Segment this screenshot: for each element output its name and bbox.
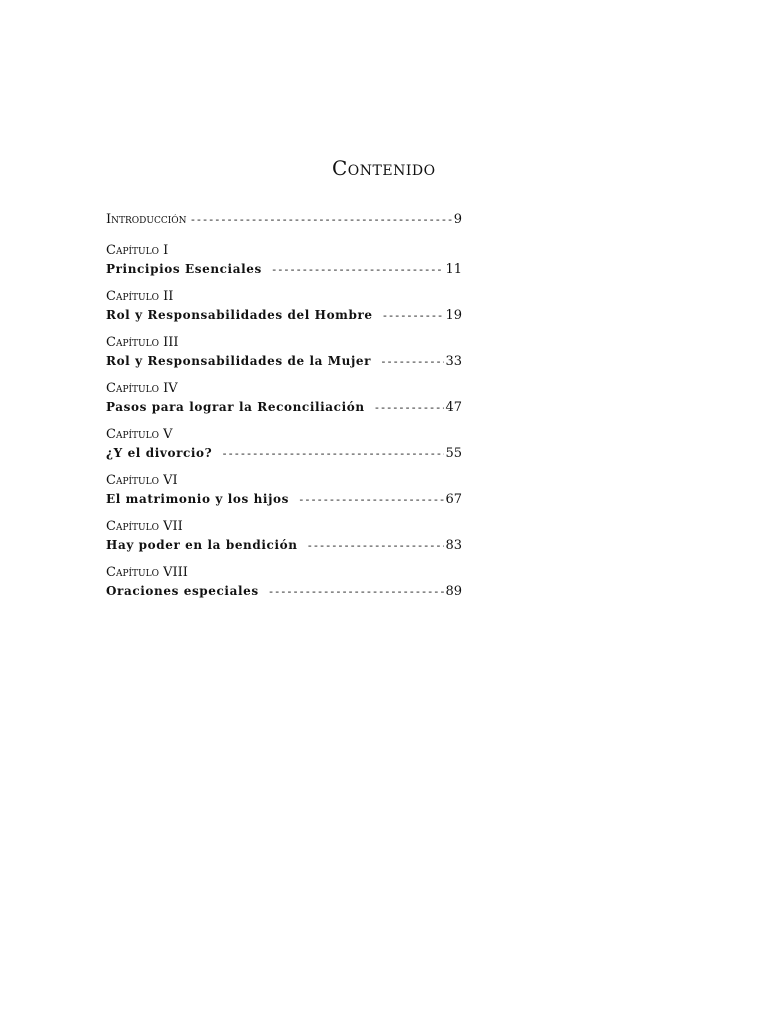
page-number: 9 — [453, 212, 462, 227]
chapter-row — [106, 398, 462, 416]
dot-leader — [268, 583, 445, 601]
chapter-title: Rol y Responsabilidades del Hombre — [106, 308, 373, 322]
toc-entry-chapter-3 — [106, 334, 462, 370]
chapter-label: Capítulo VII — [106, 519, 183, 534]
dot-leader — [190, 213, 453, 226]
table-of-contents — [106, 212, 462, 600]
page-number: 11 — [445, 262, 462, 277]
dot-leader — [382, 307, 445, 325]
chapter-row — [106, 536, 462, 554]
page-number: 67 — [445, 492, 462, 507]
chapter-label: Capítulo IV — [106, 381, 178, 396]
page-number: 33 — [445, 354, 462, 369]
chapter-row — [106, 352, 462, 370]
toc-entry-chapter-7 — [106, 518, 462, 554]
toc-entry-chapter-6 — [106, 472, 462, 508]
dot-leader — [221, 445, 444, 463]
toc-entry-chapter-4 — [106, 380, 462, 416]
chapter-title: Principios Esenciales — [106, 262, 262, 276]
chapter-row — [106, 582, 462, 600]
page-number: 83 — [445, 538, 462, 553]
chapter-row — [106, 306, 462, 324]
dot-leader — [298, 491, 444, 509]
chapter-label: Capítulo III — [106, 335, 179, 350]
page-number: 47 — [445, 400, 462, 415]
dot-leader — [271, 261, 445, 279]
chapter-label: Capítulo II — [106, 289, 174, 304]
chapter-title: Pasos para lograr la Reconciliación — [106, 400, 365, 414]
chapter-label: Capítulo VIII — [106, 565, 188, 580]
page-number: 55 — [445, 446, 462, 461]
page-title: Contenido — [332, 156, 436, 180]
chapter-title: Rol y Responsabilidades de la Mujer — [106, 354, 372, 368]
dot-leader — [374, 399, 445, 417]
toc-entry-chapter-2 — [106, 288, 462, 324]
chapter-row — [106, 444, 462, 462]
chapter-title: El matrimonio y los hijos — [106, 492, 289, 506]
dot-leader — [307, 537, 445, 555]
chapter-title: Oraciones especiales — [106, 584, 259, 598]
introduction-label: Introducción — [106, 212, 187, 227]
chapter-row — [106, 490, 462, 508]
toc-entry-chapter-1 — [106, 242, 462, 278]
toc-entry-chapter-8 — [106, 564, 462, 600]
chapter-label: Capítulo V — [106, 427, 173, 442]
chapter-title: ¿Y el divorcio? — [106, 446, 213, 460]
toc-entry-introduction — [106, 212, 462, 232]
chapter-title: Hay poder en la bendición — [106, 538, 298, 552]
toc-entry-chapter-5 — [106, 426, 462, 462]
page-number: 19 — [445, 308, 462, 323]
chapter-label: Capítulo I — [106, 243, 169, 258]
chapter-label: Capítulo VI — [106, 473, 178, 488]
dot-leader — [380, 353, 444, 371]
page-number: 89 — [445, 584, 462, 599]
chapter-row — [106, 260, 462, 278]
